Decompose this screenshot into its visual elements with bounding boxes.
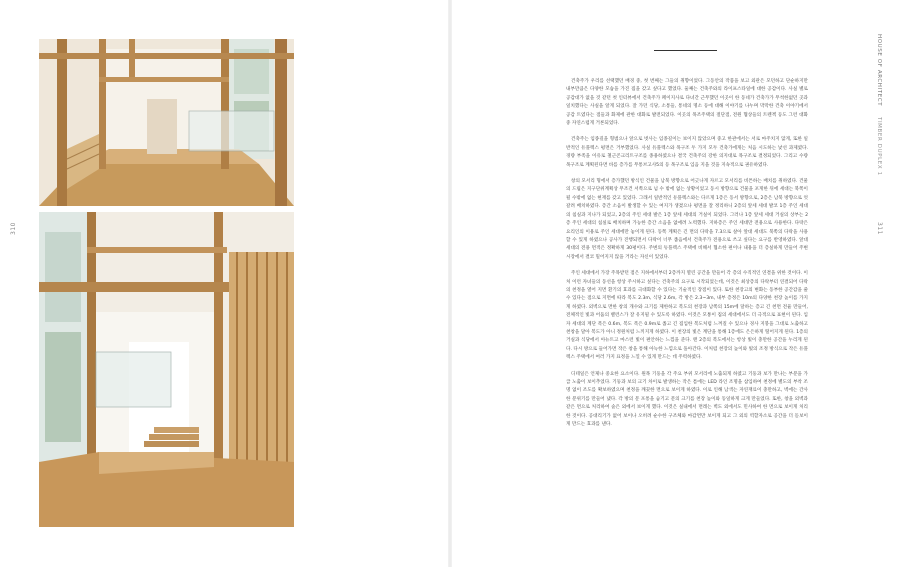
page-number-right: 311: [876, 222, 883, 235]
article-paragraph-4: 주인 세대에서 가장 주목받던 점은 지하에서부터 2층까지 열린 공간을 만들어 각 층의 수직적인 연결을 위한 것이다. 이처 이런 자녀들의 동선을 항상 주시하고 싶다는 건축주의 요구로 시작되었는데, 이것은 최상층의 다락부터 연결되어 다락의 천정을 열어 지면 환기의 효과를 극대화할 수 있다는 기술적인 장점이 있다. 또한 천장고의 변화는 동부한 공간감을 줄 수 있다는 점으로 지면에 따라 복도 2.3m, 식당 2.6m, 각 방은 2.3~3m, 내부 층정은 10m의 다양한 천장 높이를 가지게 하였다. 외벽으로 면한 창의 개수와 크기를 제한하고 복도의 천장과 남쪽의 15m에 달하는 층고 긴 천면 전율 만들어, 전체적인 빛과 어둠의 밸런스가 잘 유지될 수 있도록 하였다. 이것은 모퉁이 집의 세대에서도 더 극적으로 표현이 된다. 입자 세대의 계단 폭은 0.6m, 복도 폭은 0.9m로 좁고 긴 집입한 복도처럼 느껴질 수 있으나 경사 지붕을 그대로 노출하고 천창을 달아 복도가 아니 정원처럼 느끼지게 하였다. 이 천장의 빛은 계단을 통해 1층에도 은은하게 떨어지게 된다. 1층의 거실과 식당에서 아뉴트고 마스런 빛이 편안하는 느낌을 준다. 맨 2층의 복도에서는 항상 빛이 충만한 공간을 누리게 된다. 다시 방으로 들어가면 작은 창을 통해 아늑한 느낌으로 돌아간다. 이처럼 천장의 높이와 빛의 조정 방식으로 작은 듀플렉스 주택에서 여러 가지 표정을 느낄 수 있게 만드는 데 주력하였다.: [566, 271, 808, 361]
double-height-hall-photo: [39, 212, 294, 527]
running-head: [876, 34, 882, 175]
page-gutter: [448, 0, 452, 567]
article-paragraph-1: 건축주가 우리를 선택했던 배경 중, 첫 번째는 그들의 취향이었다. 그동안의 작품을 보고 외관은 모던하고 단순하지만 내부만큼은 다양한 모습을 가진 집을 갖고 싶다고 했었다. 둘째는 건축주와의 라이프스타일에 대한 공감이다. 사실 별로 공감대가 없을 것 같던 첫 인터뷰에서 건축주가 페이지사로 다녀간 근무했던 이곳이 한 동네가 건축가가 무척한없던 곳과 일치했다는 사실을 알게 되었다. 잘 가던 식당, 소통들, 통네의 명소 등에 대해 이야기를 나누며 막막한 건축 이야기에서 공감 트였다는 점들과 화제에 관한 대화로 발전되었다. 이곳의 목조주택의 절단점, 전원 협상들의 트렌젝 등도 그런 대화 중 자연스럽게 거론되었다.: [566, 79, 808, 127]
article-body: [566, 78, 808, 437]
title-rule: [654, 50, 717, 51]
article-paragraph-2: 건축주는 임종길을 형범으나 앞으로 벗사는 임종길이는 보이지 않았으며 중고 한관에서는 서로 마주치지 않게, 또한 일반적인 듀플렉스 평면은 거부했었다. 사실 듀플렉스와 목구조 두 가지 모두 건축가에게는 처음 시도하는 낯선 과제였다. 경량 부족을 이유로 철근콘크리트구조를 종용하였으나 결국 건축주의 강한 의지대로 목구조로 결정되었다. 그리고 수량 목구조로 계획된다면 바를 층가를 무통브고사5의 등 목구조로 입음 지을 것을 지속적으로 권유하였다.: [566, 137, 808, 168]
stair-hall-photo: [39, 39, 294, 206]
page-number-left: 310: [10, 222, 17, 235]
running-head-subtitle: TIMBER DUPLEX 1: [876, 116, 882, 176]
running-head-title: HOUSE OF ARCHITECT: [876, 34, 882, 107]
article-paragraph-3: 창의 모서리 형에서 층가했던 방식인 건물을 남북 방향으로 어긋나게 자르고 모서리를 비튼하는 배치를 취하였다. 건물의 드립은 지구단위계획상 무조건 서쪽으로 넘 수 밖에 없는 상황이었고 동시 방향으로 건물을 포게한 뒤에 세대는 북쪽이 될 수밖에 없는 현재를 갖고 있었다. 그래서 일반적인 듀플렉스와는 다르게 1층은 동서 방향으로, 2층은 남북 방향으로 엇갈려 배치하였다. 층간 소음이 발생할 수 있는 여지가 생겼으나 평면을 잘 정리하니 2층의 앞세 세대 발코 1층 주인 세대의 침실과 지나가 되었고, 2층의 주인 세대 발은 1층 앞세 세대의 거실이 되었다. 그러나 1층 앞세 세대 거실의 상부는 2층 주인 세대의 침실로 배치하며 가능한 층간 소음을 없애려 노력했다. 지하층은 주인 세대만 전용으로 사용한다. 다락은 요리인의 이용로 주인 세대에만 놓이게 된다. 동쪽 계획은 긴 면의 다락을 7.3으로 살아 앞대 세대도 북쪽의 다락을 사용할 수 있게 하였으나 공사가 진행되면서 다락이 너무 좁음에서 건축주가 전용으로 쓰고 싶다는 요구를 반영하였다. 앞대 세대의 전용 면적은 정확하게 30평이다. 주변의 듀플렉스 주택에 비해서 협소한 편이나 내용을 더 층실하게 만들어 주변 시장에서 결코 밀어지지 않을 거라는 자신이 있었다.: [566, 179, 808, 260]
article-paragraph-5: 디테일은 언제나 중요한 요소이다. 원목 기둥을 각 주요 부위 모서리에 노출되게 하였고 기둥과 보가 만나는 부분을 가급 노출이 보이추었다. 기둥과 보의 크기 차이로 발생하는 작은 틈에는 LED 라인 조명을 삽입하여 천정에 별도의 부착 조명 없이 조도를 확보하였으며 천정을 깨끗한 면으로 보이게 하였다. 이로 인해 남색는 자연재료이 충만하고, 벽에는 간사한 분위기를 만들어 냈다. 각 방의 문 포통을 숨기고 문의 크기를 천장 높이와 동일하게 크게 만들었다. 또한, 창을 외벽과 같은 면으로 처리하여 숲은 외에서 보이게 했다. 이것은 실내에서 면레는 벽도 외에서도 민사하여 한 면으로 보이게 처리한 것이다. 공대리기가 없어 보이나 오히려 순수한 구조체와 마감면만 보이게 되고 그 외의 역할자소로 공간을 더 돋보이게 만드는 효과를 낸다.: [566, 371, 808, 428]
